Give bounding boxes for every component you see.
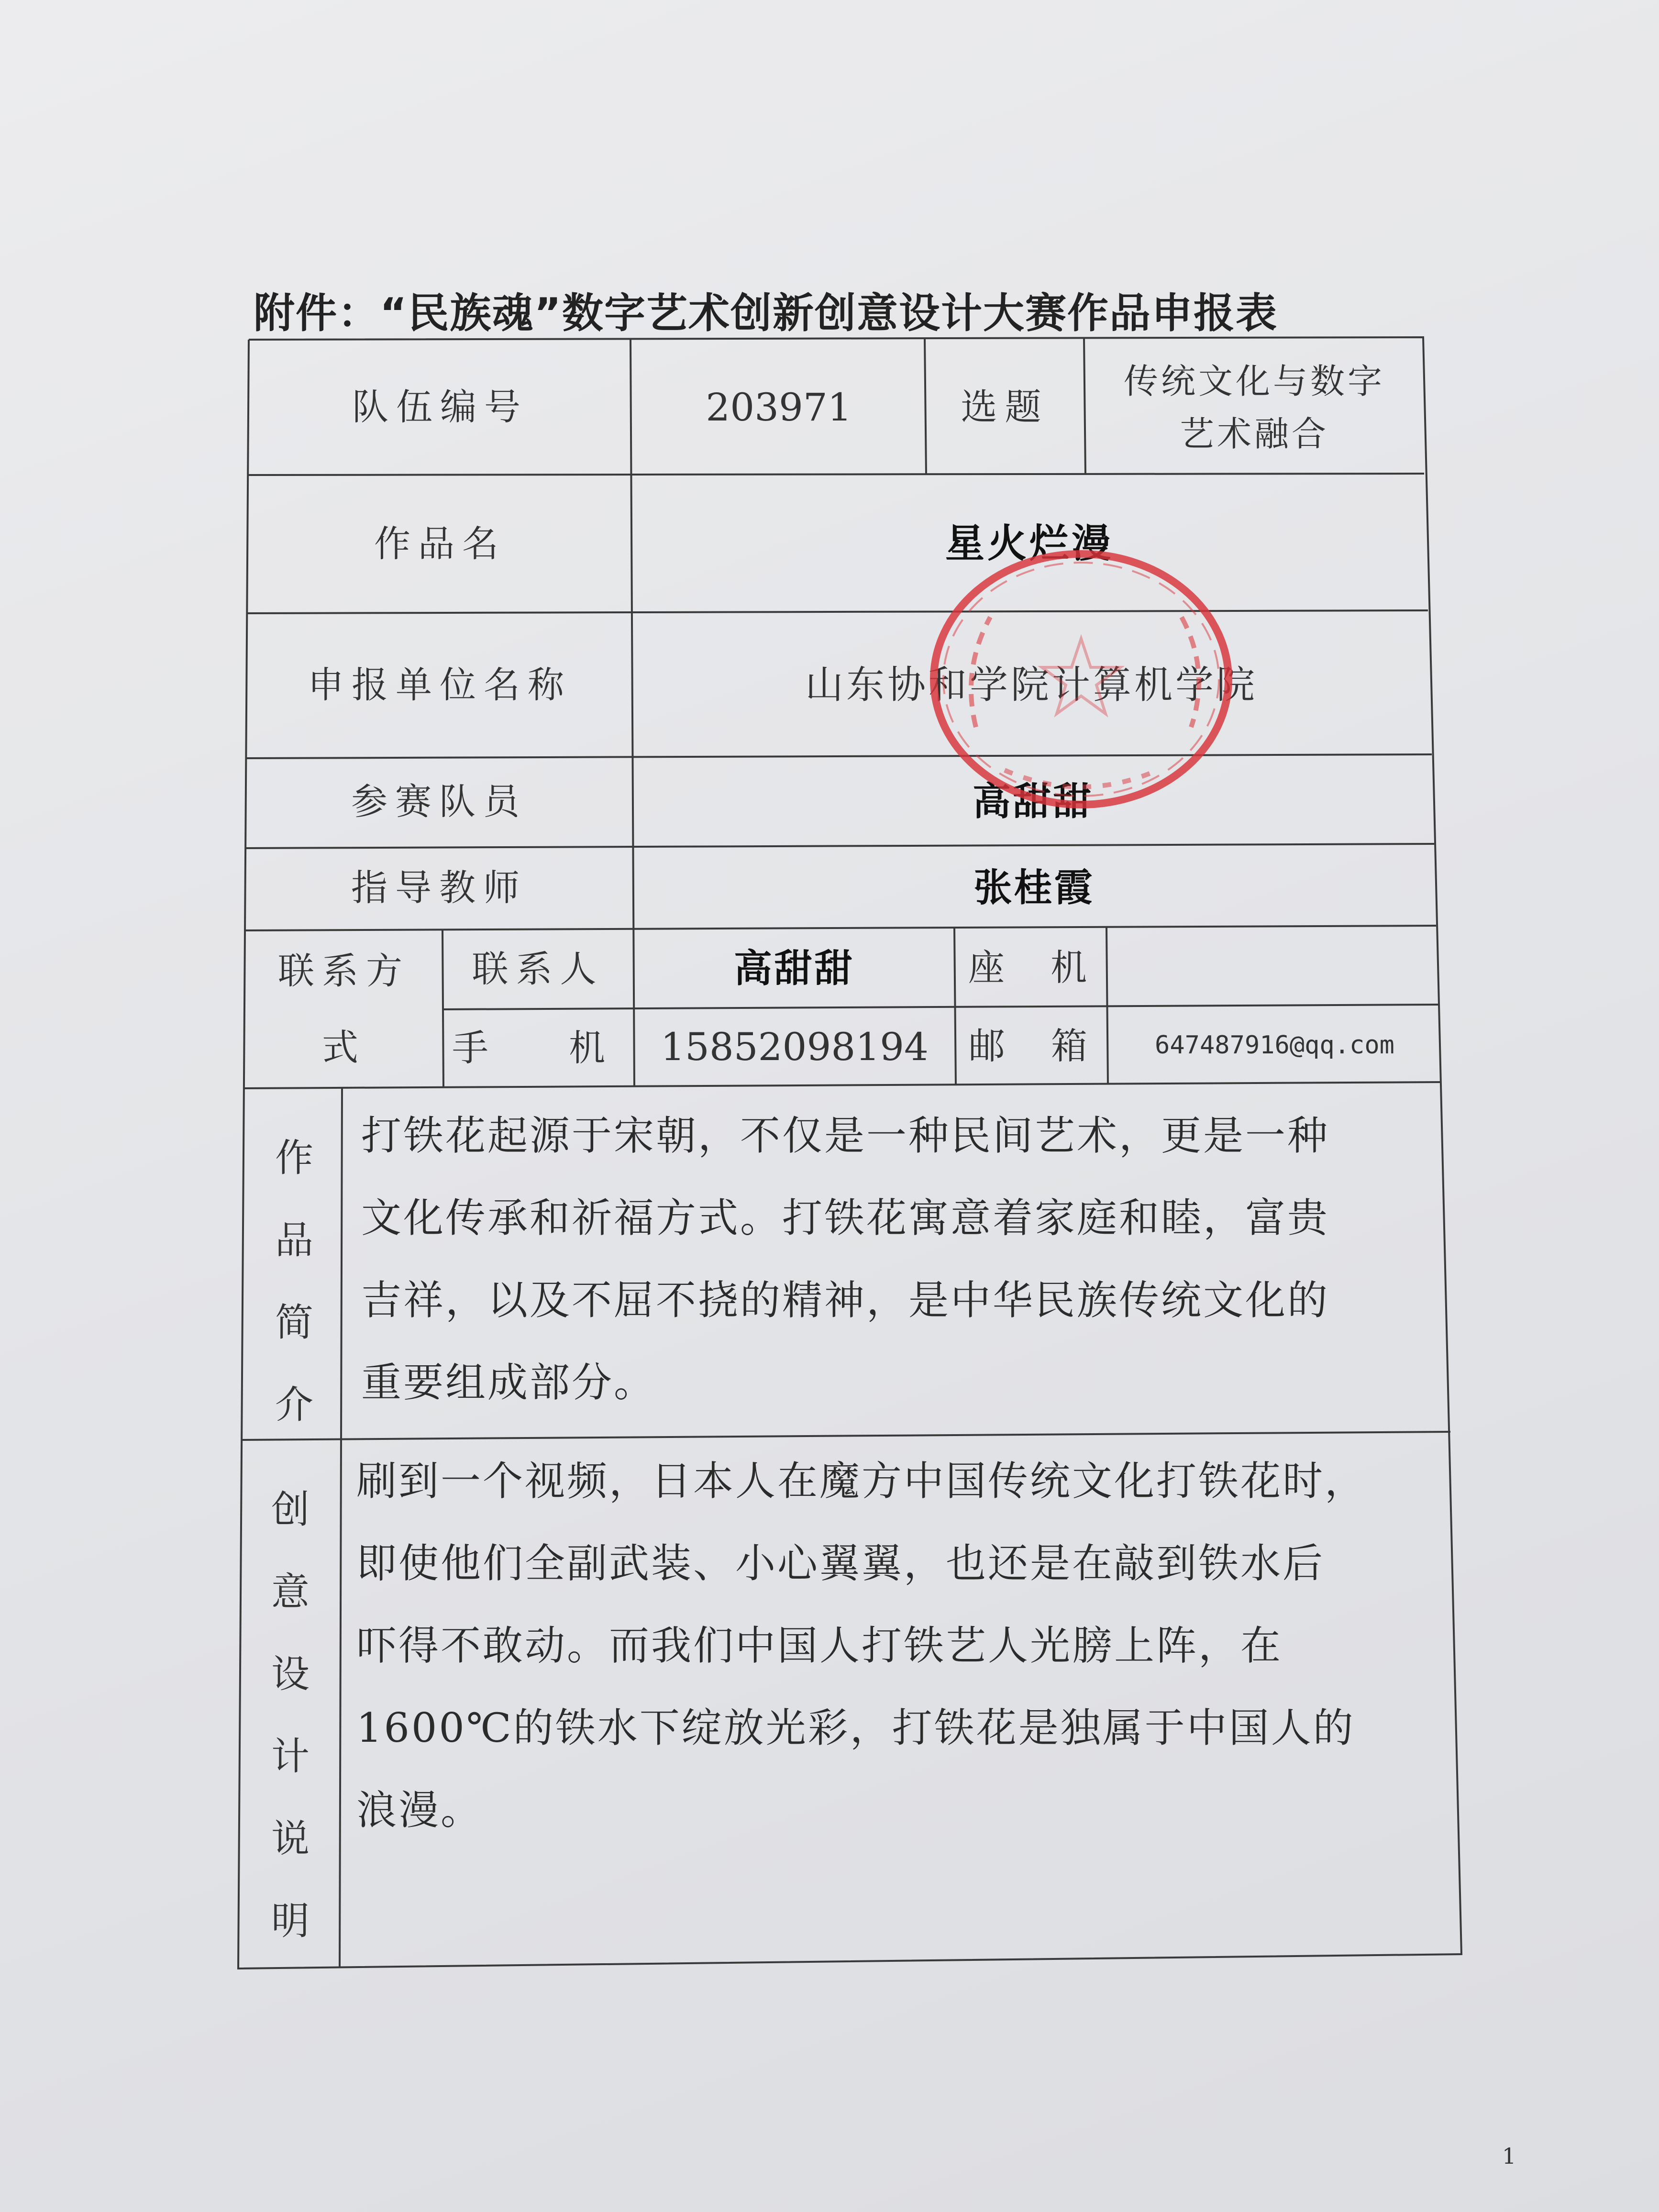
intro-label — [258, 1117, 330, 1446]
advisor-value: 张桂霞 — [973, 865, 1095, 910]
email-value: 647487916@qq.com — [1155, 1030, 1394, 1060]
team-number-value: 203971 — [706, 385, 852, 430]
landline-label: 座 机 — [968, 946, 1095, 989]
page-title: 附件：“民族魂”数字艺术创新创意设计大赛作品申报表 — [254, 289, 1278, 337]
team-number-label: 队伍编号 — [352, 386, 528, 429]
design-label-char: 设 — [271, 1652, 310, 1696]
landline-value — [1108, 927, 1437, 1006]
intro-label-char: 介 — [275, 1382, 313, 1427]
design-label — [254, 1469, 326, 1962]
topic-value-line1: 传统文化与数字 — [1123, 361, 1385, 401]
members-value: 高甜甜 — [973, 779, 1093, 824]
design-label-char: 说 — [271, 1816, 310, 1861]
work-name-value: 星火烂漫 — [945, 521, 1114, 567]
design-text — [356, 1440, 1442, 1851]
official-seal — [923, 545, 1239, 813]
contact-person-label: 联系人 — [472, 948, 604, 991]
contact-person-value: 高甜甜 — [734, 946, 854, 991]
mobile-label: 手 机 — [452, 1026, 625, 1069]
topic-label: 选题 — [961, 386, 1049, 429]
mobile-value: 15852098194 — [661, 1025, 929, 1069]
email-label: 邮 箱 — [968, 1024, 1095, 1067]
intro-line: 吉祥，以及不屈不挠的精神，是中华民族传统文化的 — [361, 1277, 1330, 1324]
intro-label-char: 品 — [275, 1218, 313, 1262]
unit-label: 申报单位名称 — [308, 663, 572, 706]
topic-value — [1085, 340, 1424, 475]
design-line: 刷到一个视频，日本人在魔方中国传统文化打铁花时， — [356, 1458, 1367, 1504]
design-label-char: 明 — [271, 1899, 310, 1943]
topic-value-line2: 艺术融合 — [1179, 413, 1329, 454]
contact-label-line2: 式 — [322, 1026, 366, 1069]
intro-label-char: 简 — [275, 1300, 313, 1345]
page-number: 1 — [1502, 2143, 1516, 2169]
design-label-char: 计 — [271, 1734, 310, 1779]
intro-text — [361, 1095, 1433, 1424]
contact-label — [245, 930, 443, 1088]
design-line: 1600℃的铁水下绽放光彩，打铁花是独属于中国人的 — [356, 1704, 1355, 1751]
unit-value: 山东协和学院计算机学院 — [805, 663, 1258, 707]
design-label-char: 意 — [271, 1570, 310, 1614]
design-line: 浪漫。 — [356, 1787, 483, 1834]
design-label-char: 创 — [271, 1487, 310, 1532]
intro-line: 打铁花起源于宋朝，不仅是一种民间艺术，更是一种 — [361, 1112, 1330, 1159]
members-label: 参赛队员 — [351, 780, 527, 823]
work-name-label: 作品名 — [374, 522, 506, 565]
contact-label-line1: 联系方 — [278, 950, 410, 992]
design-line: 即使他们全副武装、小心翼翼，也还是在敲到铁水后 — [356, 1540, 1325, 1587]
design-line: 吓得不敢动。而我们中国人打铁艺人光膀上阵，在 — [356, 1622, 1283, 1669]
intro-label-char: 作 — [275, 1136, 313, 1180]
intro-line: 重要组成部分。 — [361, 1359, 656, 1406]
intro-line: 文化传承和祈福方式。打铁花寓意着家庭和睦，富贵 — [361, 1194, 1330, 1241]
advisor-label: 指导教师 — [351, 866, 527, 909]
